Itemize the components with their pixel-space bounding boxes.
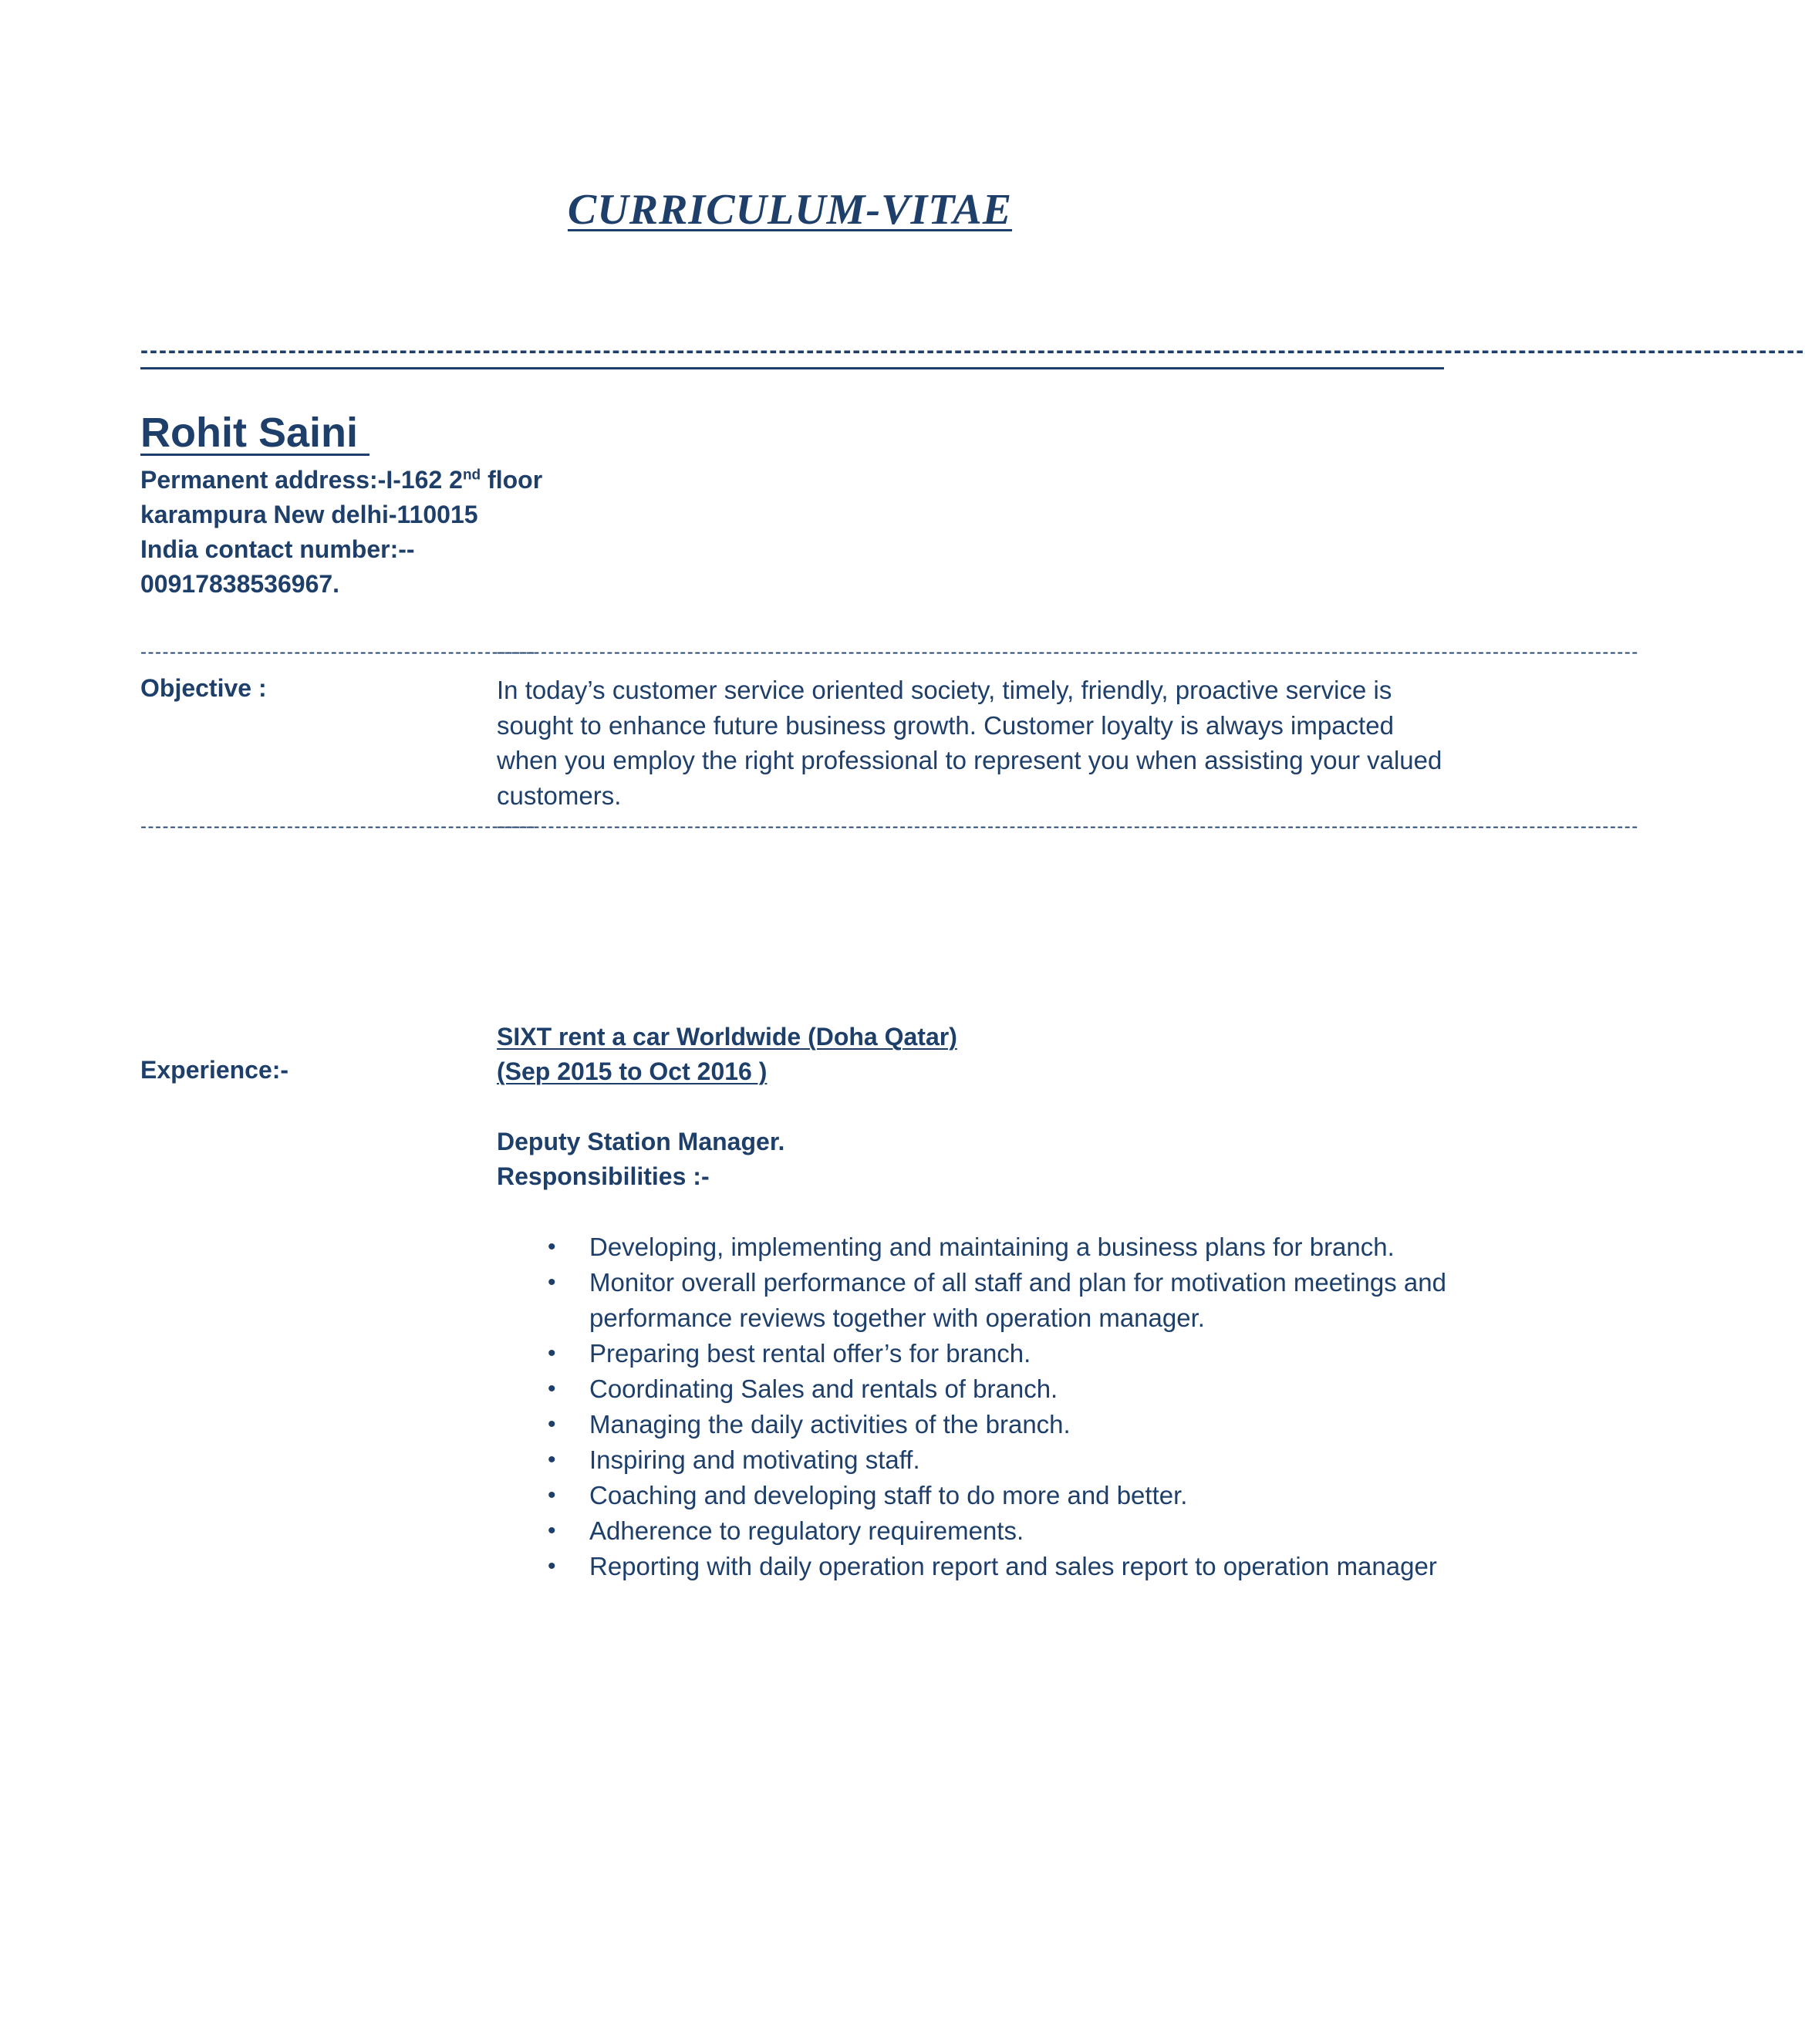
document-title: CURRICULUM-VITAE — [567, 186, 1013, 234]
employer-block — [497, 1020, 957, 1089]
bullet-icon: • — [548, 1412, 556, 1437]
address-line-1 — [140, 463, 542, 498]
objective-label: Objective : — [140, 674, 267, 702]
list-item — [0, 1442, 1453, 1478]
list-item — [0, 1265, 1453, 1336]
responsibility-text: Monitor overall performance of all staff and plan for motivation meetings and performance reviews together with operation manager. — [589, 1268, 1446, 1332]
responsibility-text: Managing the daily activities of the branch. — [589, 1410, 1071, 1439]
top-dashed-divider: ------------------------------------------------------------------------------------------------------------------------------------------------------------------------------------ — [140, 338, 1805, 363]
bullet-icon: • — [548, 1376, 556, 1401]
bullet-icon: • — [548, 1270, 556, 1295]
list-item — [0, 1549, 1453, 1584]
address-ordinal-suffix: nd — [462, 467, 481, 484]
experience-label: Experience:- — [140, 1056, 289, 1084]
contact-block — [140, 463, 542, 602]
list-item — [0, 1407, 1453, 1442]
responsibility-text: Developing, implementing and maintaining a business plans for branch. — [589, 1233, 1395, 1261]
objective-top-right-divider: ------------------------------------------------------------------------------------------------------------------------------------------------------------ — [497, 642, 1639, 663]
objective-top-left-divider: ------------------------------------------------------ — [140, 642, 536, 663]
responsibilities-label: Responsibilities :- — [497, 1162, 710, 1190]
top-rule-line — [140, 367, 1444, 369]
bullet-icon: • — [548, 1553, 556, 1579]
list-item — [0, 1336, 1453, 1371]
responsibility-text: Adherence to regulatory requirements. — [589, 1516, 1024, 1545]
responsibilities-list — [0, 1229, 1580, 1584]
list-item — [0, 1513, 1453, 1549]
bullet-icon: • — [548, 1234, 556, 1260]
bullet-icon: • — [548, 1518, 556, 1543]
objective-bottom-left-divider: ------------------------------------------------------ — [140, 816, 536, 837]
contact-label: India contact number:-- — [140, 535, 415, 563]
list-item — [0, 1478, 1453, 1513]
address-line-1-suffix: floor — [481, 466, 543, 494]
objective-bottom-right-divider: ------------------------------------------------------------------------------------------------------------------------------------------------------------ — [497, 816, 1639, 837]
job-title: Deputy Station Manager. — [497, 1128, 785, 1155]
responsibility-text: Coaching and developing staff to do more and better. — [589, 1481, 1188, 1509]
bullet-icon: • — [548, 1447, 556, 1472]
employer-name: SIXT rent a car Worldwide (Doha Qatar) — [497, 1023, 957, 1051]
address-line-2: karampura New delhi-110015 — [140, 501, 478, 528]
candidate-name: Rohit Saini — [140, 410, 369, 456]
list-item — [0, 1371, 1453, 1407]
address-line-1-prefix: Permanent address:-I-162 2 — [140, 466, 463, 494]
role-block — [497, 1125, 784, 1194]
responsibility-text: Preparing best rental offer’s for branch. — [589, 1339, 1031, 1368]
objective-text: In today’s customer service oriented society, timely, friendly, proactive service is sought to enhance future business growth. Customer loyalty is always impacted when you employ the right professional to represent you when assisting your valued customers. — [497, 676, 1442, 810]
contact-number: 00917838536967. — [140, 570, 340, 598]
bullet-icon: • — [548, 1482, 556, 1508]
list-item — [0, 1229, 1453, 1265]
bullet-icon: • — [548, 1341, 556, 1366]
employment-period: (Sep 2015 to Oct 2016 ) — [497, 1057, 768, 1085]
responsibility-text: Inspiring and motivating staff. — [589, 1445, 920, 1474]
responsibility-text: Reporting with daily operation report and sales report to operation manager — [589, 1552, 1437, 1580]
responsibility-text: Coordinating Sales and rentals of branch. — [589, 1374, 1058, 1403]
